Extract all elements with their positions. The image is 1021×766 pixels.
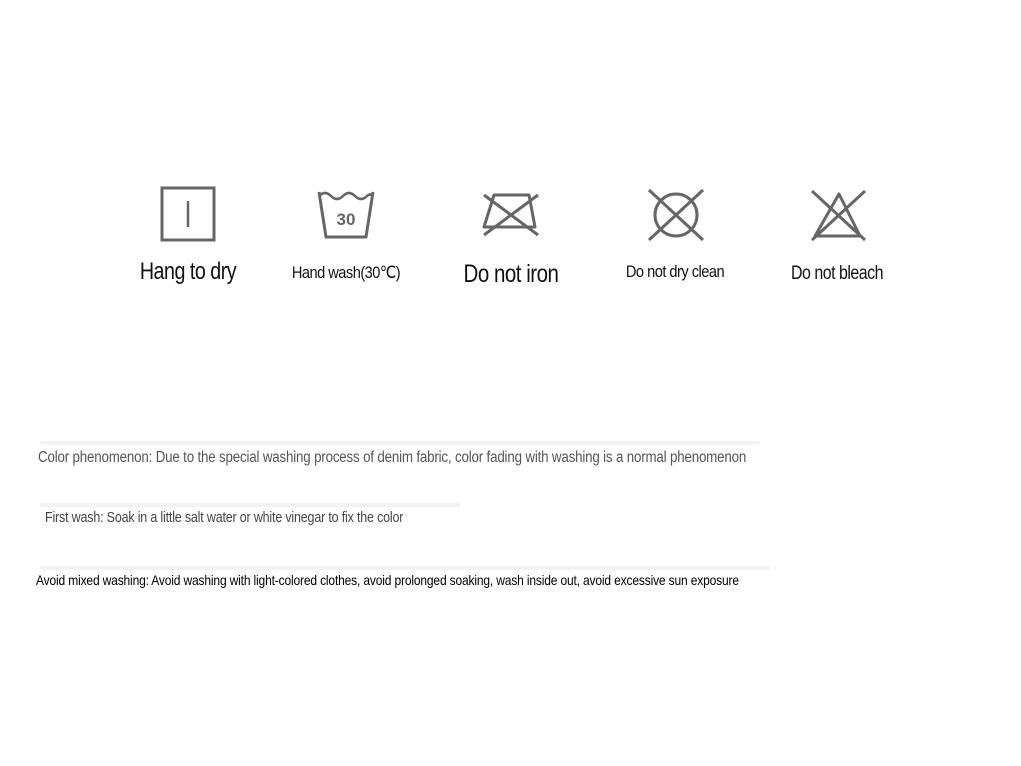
- care-item-hang-to-dry: [113, 180, 263, 286]
- care-item-do-not-iron: [436, 180, 586, 289]
- ghost-line: [40, 503, 460, 507]
- do-not-bleach-icon: [802, 180, 872, 250]
- tub-number: 30: [336, 210, 356, 229]
- care-label-do-not-iron: Do not iron: [463, 260, 559, 288]
- care-label-hang-to-dry: Hang to dry: [139, 258, 237, 285]
- do-not-iron-icon: [476, 180, 546, 250]
- note-avoid-mixed-washing: Avoid mixed washing: Avoid washing with light-colored clothes, avoid prolonged soaking, wash inside out, avoid excessive sun exposure: [36, 572, 739, 588]
- care-item-do-not-dry-clean: [600, 180, 750, 282]
- ghost-line: [40, 566, 770, 570]
- care-item-do-not-bleach: [762, 180, 912, 285]
- care-label-do-not-dry-clean: Do not dry clean: [625, 262, 725, 281]
- note-first-wash: First wash: Soak in a little salt water or white vinegar to fix the color: [45, 510, 404, 526]
- care-label-do-not-bleach: Do not bleach: [791, 263, 883, 284]
- care-item-hand-wash: [271, 180, 421, 283]
- hand-wash-30-icon: [311, 180, 381, 250]
- care-label-hand-wash: Hand wash(30℃): [291, 263, 401, 282]
- note-color-phenomenon: Color phenomenon: Due to the special washing process of denim fabric, color fading with washing is a normal phenomenon: [38, 449, 747, 466]
- hang-to-dry-icon: [153, 180, 223, 250]
- do-not-dry-clean-icon: [640, 180, 710, 250]
- ghost-line: [40, 441, 760, 445]
